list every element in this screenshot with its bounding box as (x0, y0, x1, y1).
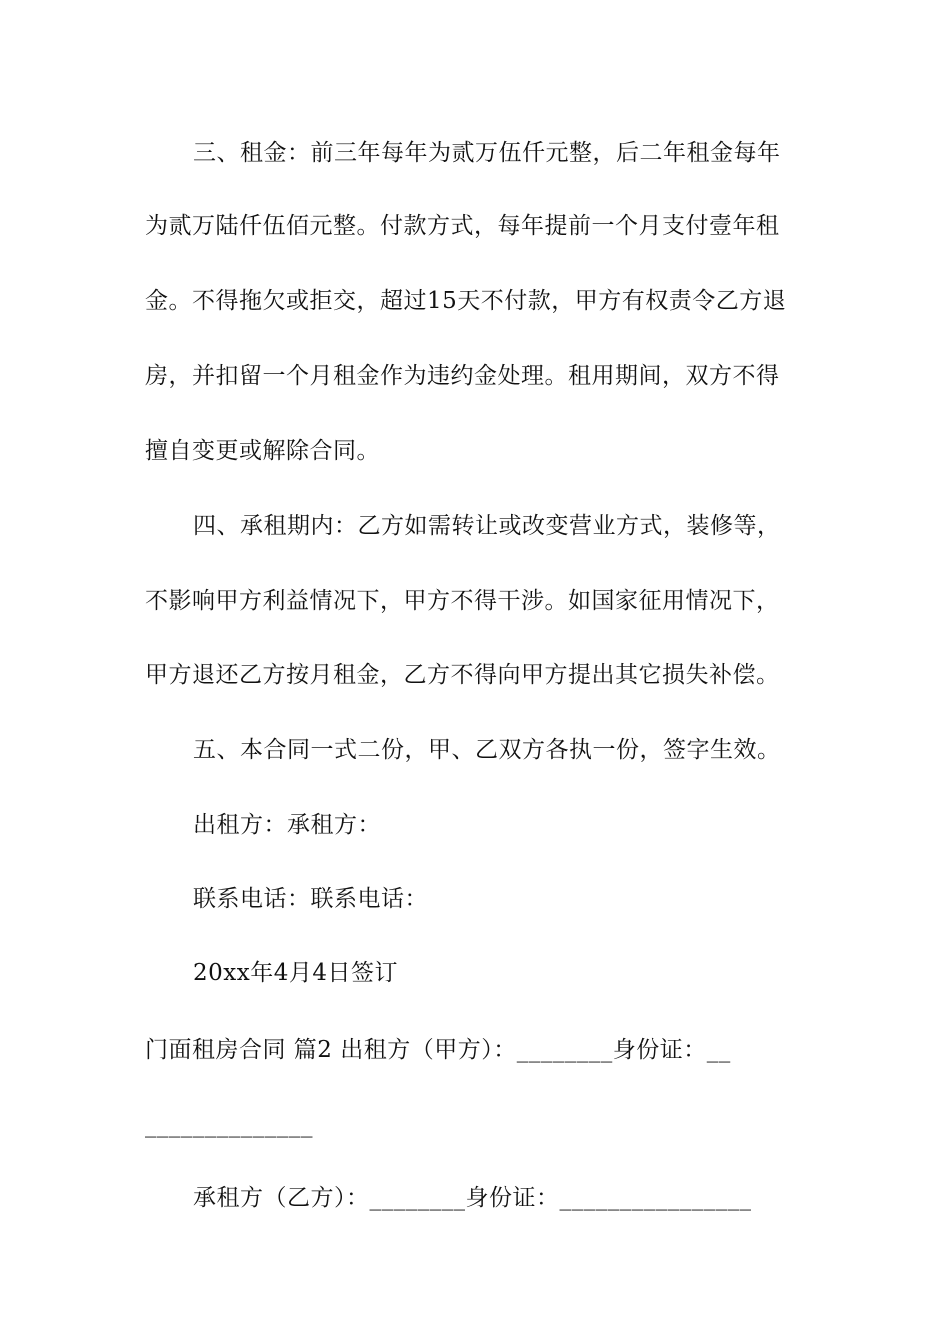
clause-4-line-2: 不影响甲方利益情况下，甲方不得干涉。如国家征用情况下， (145, 588, 780, 614)
clause-4-line-3: 甲方退还乙方按月租金，乙方不得向甲方提出其它损失补偿。 (145, 662, 780, 688)
clause-3-line-4: 房，并扣留一个月租金作为违约金处理。租用期间，双方不得 (145, 363, 780, 389)
signing-date-line: 20xx年4月4日签订 (193, 960, 398, 986)
clause-3-line-1: 三、租金：前三年每年为贰万伍仟元整，后二年租金每年 (193, 140, 781, 166)
clause-4-line-1: 四、承租期内：乙方如需转让或改变营业方式，装修等， (193, 513, 781, 539)
clause-3-line-2: 为贰万陆仟伍佰元整。付款方式，每年提前一个月支付壹年租 (145, 213, 780, 239)
parties-signature-line: 出租方：承租方： (193, 812, 381, 838)
contract-2-lessee-line: 承租方（乙方）：________身份证：________________ (193, 1185, 752, 1211)
clause-3-line-5: 擅自变更或解除合同。 (145, 438, 380, 464)
contact-phone-line: 联系电话：联系电话： (193, 886, 428, 912)
clause-5-line-1: 五、本合同一式二份，甲、乙双方各执一份，签字生效。 (193, 737, 781, 763)
contract-2-id-blank-continuation: ______________ (145, 1112, 313, 1138)
clause-3-line-3: 金。不得拖欠或拒交，超过15天不付款，甲方有权责令乙方退 (145, 288, 787, 314)
contract-2-heading-line: 门面租房合同 篇2 出租方（甲方）：________身份证：__ (145, 1037, 731, 1063)
